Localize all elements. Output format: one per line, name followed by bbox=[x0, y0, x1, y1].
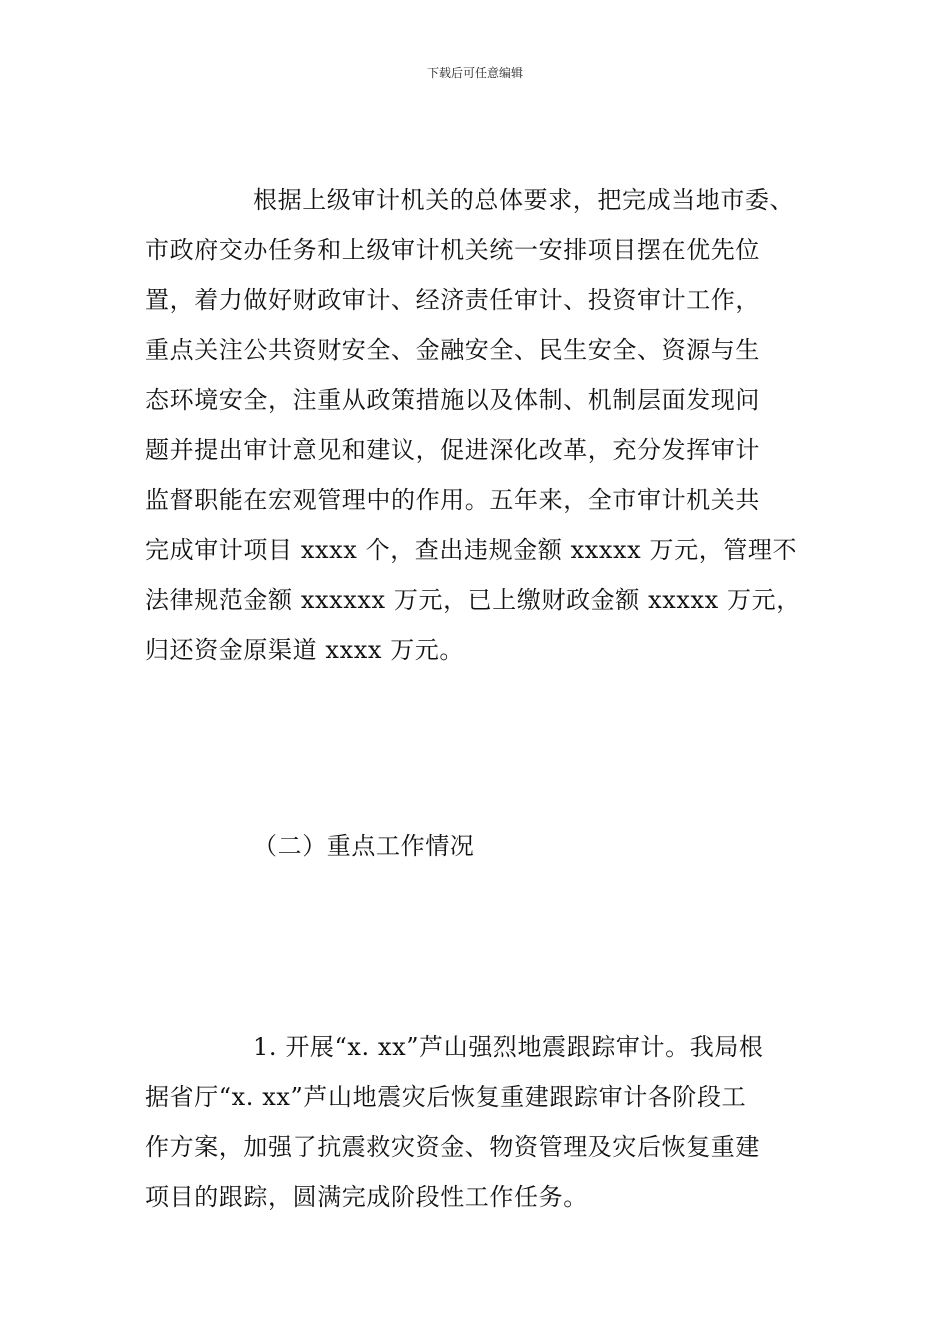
paragraph-line: 重点关注公共资财安全、金融安全、民生安全、资源与生 bbox=[145, 336, 760, 364]
page-header: 下载后可任意编辑 bbox=[426, 66, 523, 80]
paragraph-line: 题并提出审计意见和建议，促进深化改革，充分发挥审计 bbox=[145, 436, 760, 464]
paragraph-line: 法律规范金额 xxxxxx 万元，已上缴财政金额 xxxxx 万元， bbox=[145, 586, 801, 614]
paragraph-line: 置，着力做好财政审计、经济责任审计、投资审计工作， bbox=[145, 286, 760, 314]
paragraph-line: 完成审计项目 xxxx 个，查出违规金额 xxxxx 万元，管理不 bbox=[145, 536, 798, 564]
body-paragraph-summary bbox=[145, 175, 825, 675]
paragraph-line: 作方案，加强了抗震救灾资金、物资管理及灾后恢复重建 bbox=[145, 1133, 760, 1161]
paragraph-line: 监督职能在宏观管理中的作用。五年来，全市审计机关共 bbox=[145, 486, 760, 514]
paragraph-line: 据省厅“x. xx”芦山地震灾后恢复重建跟踪审计各阶段工 bbox=[145, 1083, 747, 1111]
paragraph-line: 市政府交办任务和上级审计机关统一安排项目摆在优先位 bbox=[145, 236, 760, 264]
paragraph-line: 项目的跟踪，圆满完成阶段性工作任务。 bbox=[145, 1183, 588, 1211]
body-paragraph-earthquake-audit bbox=[145, 1022, 825, 1222]
paragraph-line: 根据上级审计机关的总体要求，把完成当地市委、 bbox=[253, 186, 795, 214]
paragraph-line: 归还资金原渠道 xxxx 万元。 bbox=[145, 636, 464, 664]
paragraph-line: 态环境安全，注重从政策措施以及体制、机制层面发现问 bbox=[145, 386, 760, 414]
section-heading-text: （二）重点工作情况 bbox=[253, 832, 475, 860]
paragraph-line: 1. 开展“x. xx”芦山强烈地震跟踪审计。我局根 bbox=[253, 1033, 764, 1061]
section-heading bbox=[253, 821, 753, 871]
